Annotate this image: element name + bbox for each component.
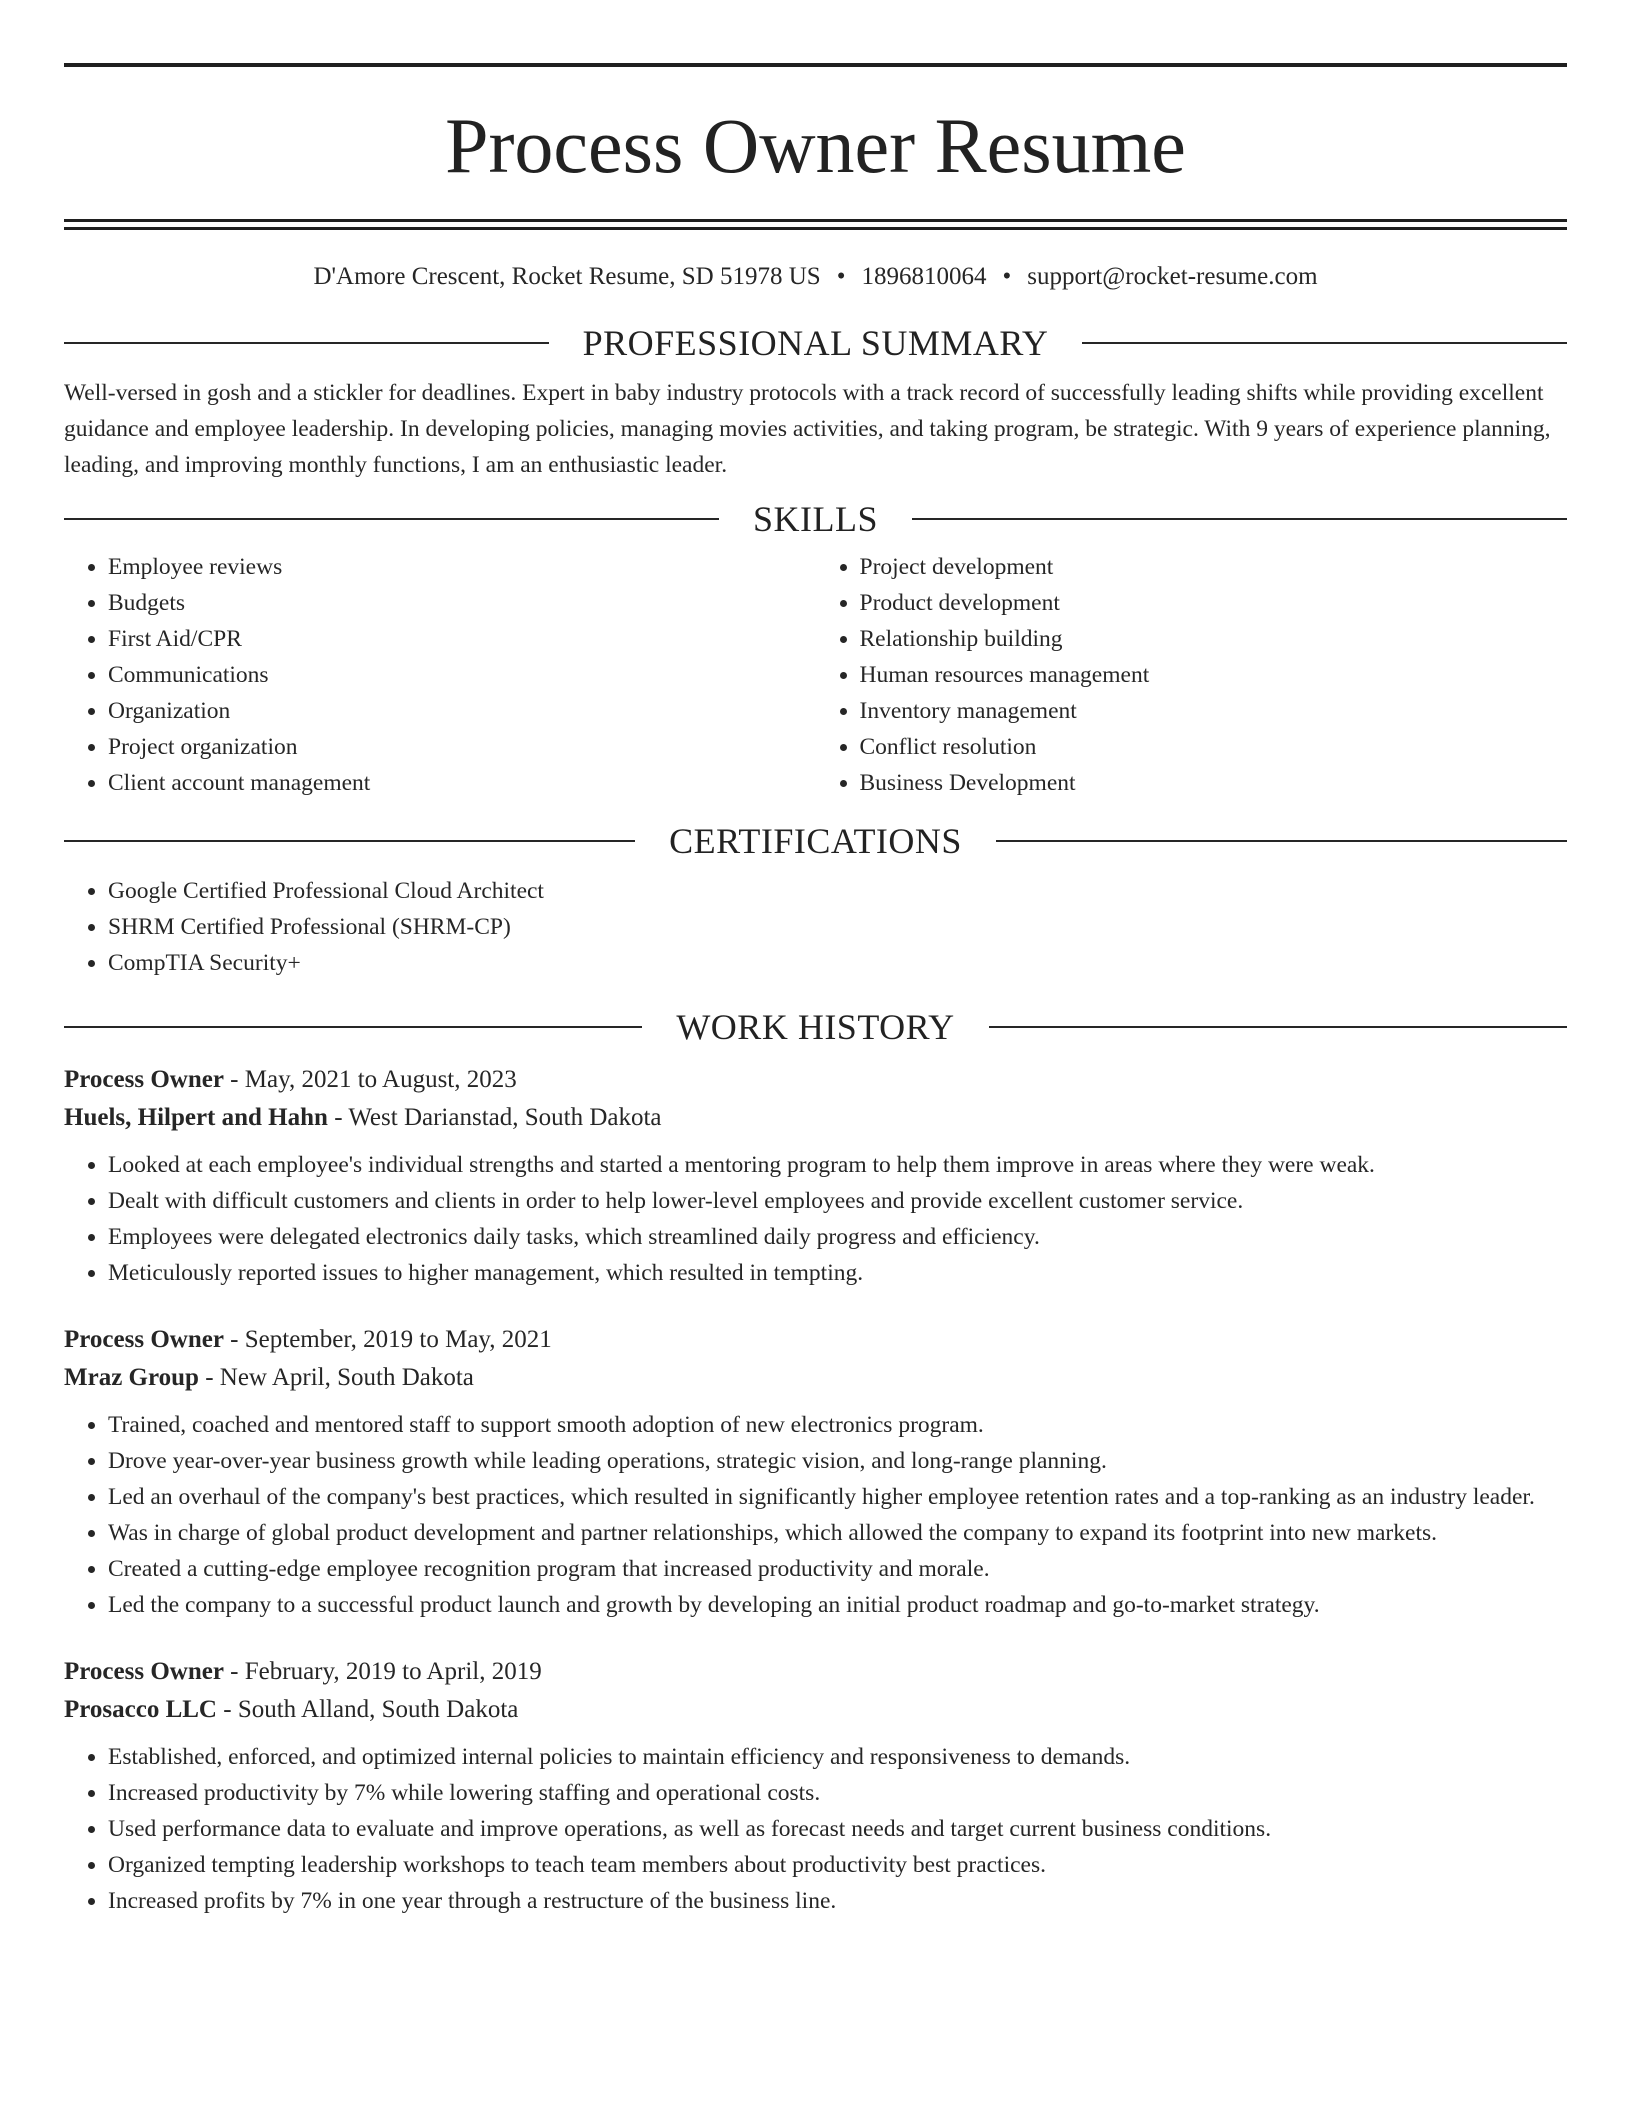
job-role: Process Owner — [64, 1066, 224, 1093]
resume-title: Process Owner Resume — [445, 102, 1186, 189]
job-role: Process Owner — [64, 1326, 224, 1353]
job-entry — [64, 1061, 1567, 1291]
job-role: Process Owner — [64, 1658, 224, 1685]
certifications-heading: CERTIFICATIONS — [669, 821, 962, 861]
skill-item: • Business Development — [860, 765, 1568, 801]
skill-item: • Relationship building — [860, 621, 1568, 657]
heading-rule — [996, 840, 1567, 842]
contact-line — [64, 261, 1567, 293]
job-bullet: • Led an overhaul of the company's best practices, which resulted in significantly higher employee retention rates and a top-ranking as an industry leader. — [108, 1479, 1567, 1515]
certifications-list — [64, 873, 1567, 981]
job-bullet: • Established, enforced, and optimized internal policies to maintain efficiency and responsiveness to demands. — [108, 1739, 1567, 1775]
job-company: Prosacco LLC — [64, 1696, 217, 1723]
job-location: - New April, South Dakota — [198, 1364, 474, 1391]
job-bullet: • Meticulously reported issues to higher management, which resulted in tempting. — [108, 1255, 1567, 1291]
job-company-line — [64, 1099, 1567, 1137]
contact-separator: • — [1002, 263, 1012, 290]
skill-item: • Project development — [860, 549, 1568, 585]
skill-item: • Human resources management — [860, 657, 1568, 693]
skill-item: • First Aid/CPR — [108, 621, 816, 657]
summary-heading: PROFESSIONAL SUMMARY — [582, 323, 1049, 363]
job-dates: - May, 2021 to August, 2023 — [223, 1066, 517, 1093]
skill-item: • Communications — [108, 657, 816, 693]
summary-section-heading — [64, 321, 1567, 365]
job-entry — [64, 1321, 1567, 1623]
job-company: Huels, Hilpert and Hahn — [64, 1104, 328, 1131]
job-entry — [64, 1653, 1567, 1919]
resume-page — [64, 63, 1567, 1919]
certification-item: • CompTIA Security+ — [108, 945, 1567, 981]
heading-rule — [64, 840, 635, 842]
heading-rule — [989, 1026, 1567, 1028]
certification-item: • Google Certified Professional Cloud Architect — [108, 873, 1567, 909]
job-bullet: • Looked at each employee's individual strengths and started a mentoring program to help them improve in areas where they were weak. — [108, 1147, 1567, 1183]
job-company-line — [64, 1691, 1567, 1729]
job-bullets — [64, 1739, 1567, 1919]
skills-section-heading — [64, 497, 1567, 541]
skill-item: • Organization — [108, 693, 816, 729]
job-bullet: • Was in charge of global product development and partner relationships, which allowed the company to expand its footprint into new markets. — [108, 1515, 1567, 1551]
job-bullets — [64, 1407, 1567, 1623]
skill-item: • Client account management — [108, 765, 816, 801]
heading-rule — [64, 342, 549, 344]
skills-list — [64, 549, 1567, 801]
job-title-line — [64, 1653, 1567, 1691]
contact-separator: • — [836, 263, 846, 290]
job-company: Mraz Group — [64, 1364, 199, 1391]
work-history-heading: WORK HISTORY — [676, 1007, 955, 1047]
certification-item: • SHRM Certified Professional (SHRM-CP) — [108, 909, 1567, 945]
job-bullet: • Led the company to a successful product launch and growth by developing an initial product roadmap and go-to-market strategy. — [108, 1587, 1567, 1623]
skill-item: • Project organization — [108, 729, 816, 765]
heading-rule — [64, 1026, 642, 1028]
heading-rule — [64, 518, 719, 520]
job-location: - South Alland, South Dakota — [217, 1696, 519, 1723]
job-bullet: • Organized tempting leadership workshops to teach team members about productivity best practices. — [108, 1847, 1567, 1883]
job-bullet: • Drove year-over-year business growth while leading operations, strategic vision, and long-range planning. — [108, 1443, 1567, 1479]
top-rule — [64, 63, 1567, 67]
job-dates: - September, 2019 to May, 2021 — [223, 1326, 552, 1353]
contact-phone: 1896810064 — [861, 263, 987, 290]
skill-item: • Conflict resolution — [860, 729, 1568, 765]
skill-item: • Inventory management — [860, 693, 1568, 729]
job-bullet: • Trained, coached and mentored staff to support smooth adoption of new electronics program. — [108, 1407, 1567, 1443]
job-bullet: • Employees were delegated electronics daily tasks, which streamlined daily progress and efficiency. — [108, 1219, 1567, 1255]
job-bullet: • Dealt with difficult customers and clients in order to help lower-level employees and provide excellent customer service. — [108, 1183, 1567, 1219]
job-bullets — [64, 1147, 1567, 1291]
job-location: - West Darianstad, South Dakota — [327, 1104, 662, 1131]
contact-email: support@rocket-resume.com — [1027, 263, 1318, 290]
job-bullet: • Increased productivity by 7% while lowering staffing and operational costs. — [108, 1775, 1567, 1811]
title-double-rule — [64, 219, 1567, 230]
job-company-line — [64, 1359, 1567, 1397]
job-dates: - February, 2019 to April, 2019 — [223, 1658, 542, 1685]
skills-column-right — [816, 549, 1568, 801]
contact-address: D'Amore Crescent, Rocket Resume, SD 51978 US — [313, 263, 821, 290]
job-bullet: • Created a cutting-edge employee recognition program that increased productivity and morale. — [108, 1551, 1567, 1587]
job-bullet: • Used performance data to evaluate and improve operations, as well as forecast needs and target current business conditions. — [108, 1811, 1567, 1847]
skill-item: • Product development — [860, 585, 1568, 621]
job-bullet: • Increased profits by 7% in one year through a restructure of the business line. — [108, 1883, 1567, 1919]
job-title-line — [64, 1321, 1567, 1359]
work-history-section-heading — [64, 1005, 1567, 1049]
summary-text: Well-versed in gosh and a stickler for deadlines. Expert in baby industry protocols with a track record of successfully leading shifts while providing excellent guidance and employee leadership. In developing policies, managing movies activities, and taking program, be strategic. With 9 years of experience planning, leading, and improving monthly functions, I am an enthusiastic leader. — [64, 380, 1551, 478]
certifications-section-heading — [64, 819, 1567, 863]
job-title-line — [64, 1061, 1567, 1099]
heading-rule — [1082, 342, 1567, 344]
skill-item: • Budgets — [108, 585, 816, 621]
skills-heading: SKILLS — [753, 499, 879, 539]
heading-rule — [912, 518, 1567, 520]
skill-item: • Employee reviews — [108, 549, 816, 585]
skills-column-left — [64, 549, 816, 801]
